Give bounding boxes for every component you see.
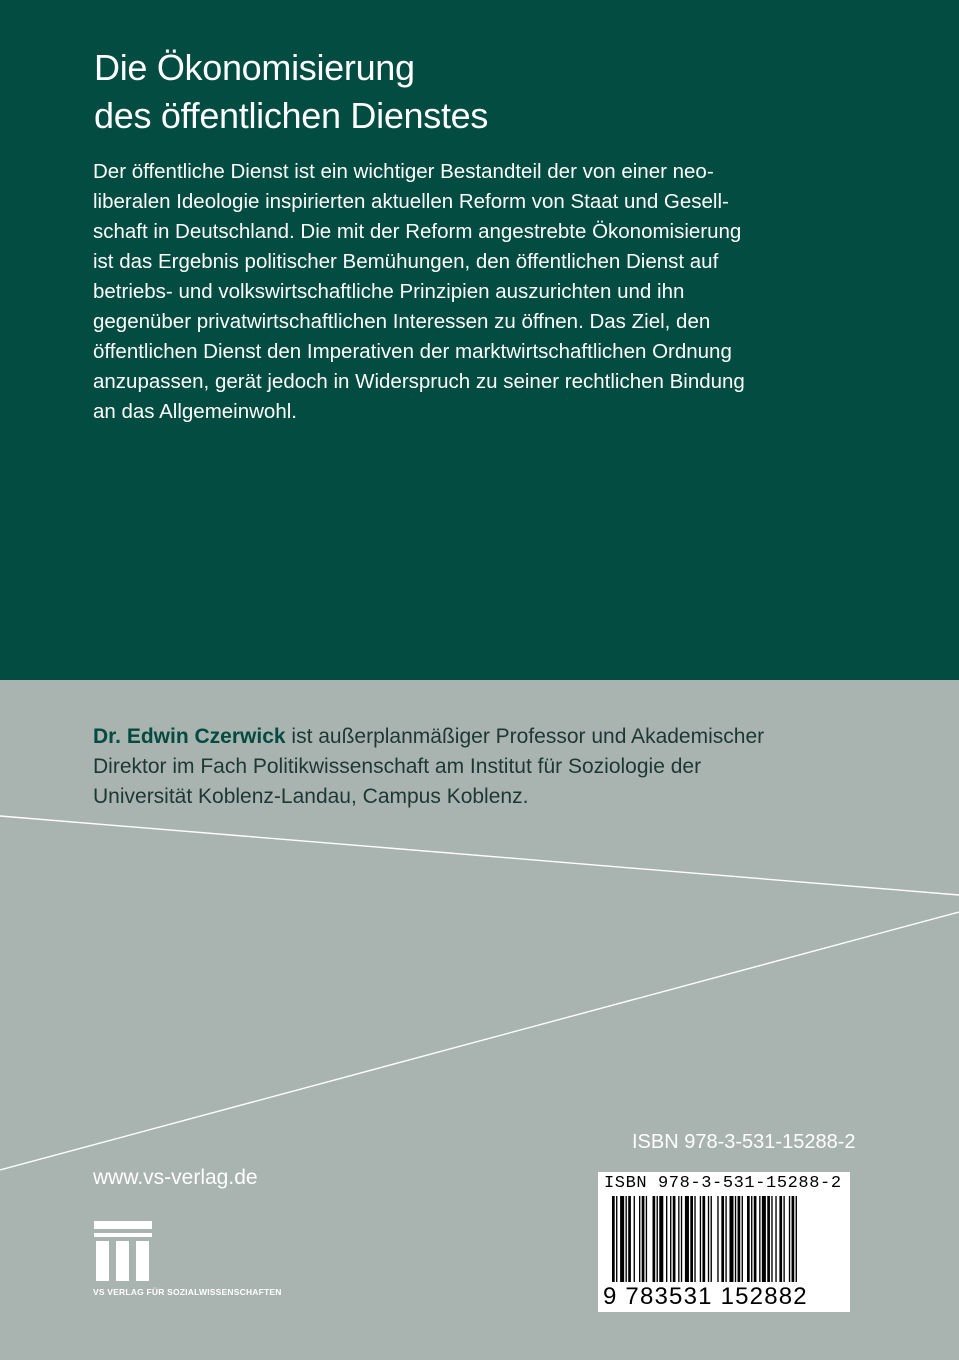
barcode-bar [626, 1196, 627, 1282]
publisher-name: VS VERLAG FÜR SOZIALWISSENSCHAFTEN [93, 1287, 282, 1297]
book-title-line-2: des öffentlichen Dienstes [94, 95, 489, 136]
author-name: Dr. Edwin Czerwick [93, 725, 286, 748]
blurb-line: liberalen Ideologie inspirierten aktuellen Reform von Staat und Gesell- [93, 190, 729, 213]
barcode-digits: 9 783531 152882 [603, 1283, 808, 1310]
book-title-line-1: Die Ökonomisierung [94, 47, 415, 88]
barcode-bar [634, 1196, 635, 1282]
isbn-label: ISBN 978-3-531-15288-2 [632, 1131, 856, 1153]
barcode-bar [789, 1196, 790, 1282]
barcode-bar [702, 1196, 705, 1282]
barcode-bars [598, 1194, 850, 1284]
author-bio-line-2: Direktor im Fach Politikwissenschaft am Institut für Soziologie der [93, 755, 702, 778]
barcode-bar [639, 1196, 640, 1282]
barcode-bar [754, 1196, 757, 1282]
blurb-line: an das Allgemeinwohl. [93, 400, 297, 423]
barcode-bar [721, 1196, 724, 1282]
barcode-bar [762, 1196, 766, 1282]
blurb-line: ist das Ergebnis politischer Bemühungen, den öffentlichen Dienst auf [93, 250, 719, 273]
barcode-bar [670, 1196, 671, 1282]
barcode-bar [681, 1196, 682, 1282]
barcode-bar [628, 1196, 631, 1282]
blurb-line: Der öffentliche Dienst ist ein wichtiger Bestandteil der von einer neo- [93, 160, 714, 183]
barcode-bar [738, 1196, 741, 1282]
barcode-bar [742, 1196, 743, 1282]
isbn-barcode [598, 1172, 850, 1312]
publisher-website: www.vs-verlag.de [93, 1166, 258, 1189]
barcode-bar [612, 1196, 615, 1282]
barcode-bar [694, 1196, 695, 1282]
barcode-bar [711, 1196, 712, 1282]
blurb-line: anzupassen, gerät jedoch in Widerspruch zu seiner rechtlichen Bindung [93, 370, 745, 393]
barcode-isbn-text: ISBN 978-3-531-15288-2 [604, 1174, 842, 1193]
barcode-bar [657, 1196, 658, 1282]
barcode-bar [620, 1196, 624, 1282]
barcode-bar [666, 1196, 667, 1282]
barcode-bar [783, 1196, 784, 1282]
blurb-line: öffentlichen Dienst den Imperativen der marktwirtschaftlichen Ordnung [93, 340, 732, 363]
publisher-logo-icon [94, 1221, 156, 1283]
barcode-bar [616, 1196, 617, 1282]
barcode-bar [673, 1196, 676, 1282]
author-bio-line-3: Universität Koblenz-Landau, Campus Koblenz. [93, 785, 529, 808]
barcode-bar [771, 1196, 772, 1282]
barcode-bar [767, 1196, 770, 1282]
barcode-bar [796, 1196, 797, 1282]
barcode-bar [751, 1196, 752, 1282]
barcode-bar [725, 1196, 726, 1282]
barcode-bar [642, 1196, 645, 1282]
blurb-line: gegenüber privatwirtschaftlichen Interessen zu öffnen. Das Ziel, den [93, 310, 711, 333]
barcode-bar [759, 1196, 760, 1282]
barcode-bar [717, 1196, 718, 1282]
barcode-bar [735, 1196, 736, 1282]
author-bio-text: ist außerplanmäßiger Professor und Akademischer [285, 725, 765, 748]
barcode-bar [653, 1196, 656, 1282]
barcode-bar [700, 1196, 701, 1282]
barcode-bar [659, 1196, 663, 1282]
barcode-bar [708, 1196, 709, 1282]
barcode-bar [678, 1196, 679, 1282]
barcode-bar [779, 1196, 782, 1282]
barcode-bar [690, 1196, 693, 1282]
blurb-line: betriebs- und volkswirtschaftliche Prinzipien auszurichten und ihn [93, 280, 685, 303]
barcode-bar [646, 1196, 647, 1282]
blurb-line: schaft in Deutschland. Die mit der Reform angestrebte Ökonomisierung [93, 220, 742, 243]
barcode-bar [792, 1196, 795, 1282]
author-bio-line-1 [93, 723, 764, 751]
barcode-bar [775, 1196, 776, 1282]
barcode-bar [685, 1196, 689, 1282]
barcode-bar [747, 1196, 750, 1282]
barcode-bar [729, 1196, 733, 1282]
